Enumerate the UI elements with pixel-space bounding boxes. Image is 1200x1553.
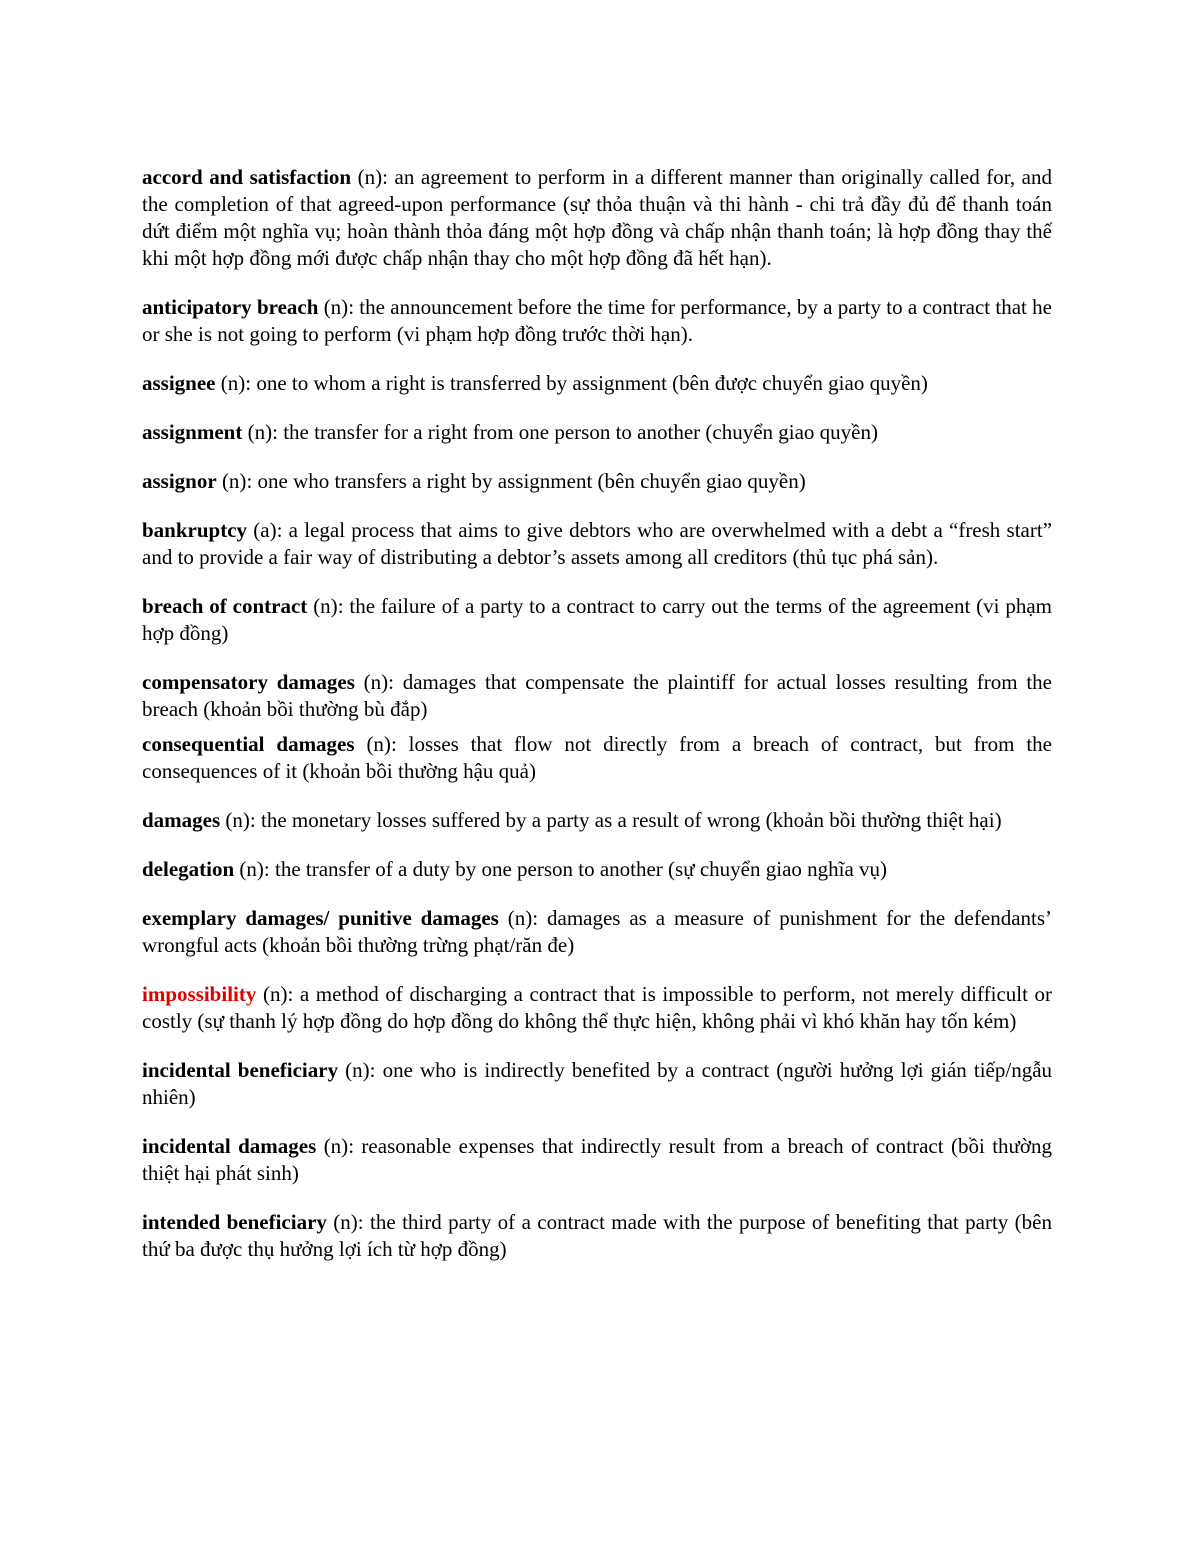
part-of-speech: (n) [357, 165, 383, 189]
glossary-entry-impossibility [142, 981, 1052, 1035]
glossary-entry-bankruptcy [142, 517, 1052, 571]
glossary-entry-assignor [142, 468, 1052, 495]
definition: : the announcement before the time for performance, by a party to a contract that he or she is not going to perform (vi phạm hợp đồng trước thời hạn). [142, 295, 1052, 346]
definition: : the transfer of a duty by one person to another (sự chuyển giao nghĩa vụ) [263, 857, 888, 881]
term: delegation [142, 857, 235, 881]
definition: : damages as a measure of punishment for the defendants’ wrongful acts (khoản bồi thường trừng phạt/răn đe) [142, 906, 1053, 957]
glossary-entry-assignee [142, 370, 1052, 397]
glossary-entry-delegation [142, 856, 1052, 883]
term: assignee [142, 371, 216, 395]
part-of-speech: (a) [253, 518, 277, 542]
definition: : the third party of a contract made with the purpose of benefiting that party (bên thứ ba được thụ hưởng lợi ích từ hợp đồng) [142, 1210, 1052, 1261]
definition: : an agreement to perform in a different manner than originally called for, and the completion of that agreed-upon performance (sự thỏa thuận và thi hành - chi trả đầy đủ để thanh toán dứt điểm một nghĩa vụ; hoàn thành thỏa đáng một hợp đồng và chấp nhận thanh toán; là hợp đồng thay thế khi một hợp đồng mới được chấp nhận thay cho một hợp đồng đã hết hạn). [142, 165, 1052, 270]
definition: : the transfer for a right from one person to another (chuyển giao quyền) [272, 420, 878, 444]
term: consequential damages [142, 732, 355, 756]
part-of-speech: (n) [345, 1058, 370, 1082]
term: intended beneficiary [142, 1210, 327, 1234]
term: exemplary damages/ punitive damages [142, 906, 499, 930]
glossary-entry-intended-beneficiary [142, 1209, 1052, 1263]
term: compensatory damages [142, 670, 355, 694]
glossary-entry-assignment [142, 419, 1052, 446]
part-of-speech: (n) [262, 982, 288, 1006]
definition: : losses that flow not directly from a breach of contract, but from the consequences of it (khoản bồi thường hậu quả) [142, 732, 1052, 783]
part-of-speech: (n) [220, 371, 246, 395]
glossary-entry-compensatory-damages [142, 669, 1052, 723]
glossary-entry-incidental-damages [142, 1133, 1052, 1187]
glossary-entry-incidental-beneficiary [142, 1057, 1052, 1111]
glossary-entry-anticipatory-breach [142, 294, 1052, 348]
definition: : a method of discharging a contract that is impossible to perform, not merely difficult or costly (sự thanh lý hợp đồng do hợp đồng do không thể thực hiện, không phải vì khó khăn hay tốn kém) [142, 982, 1053, 1033]
part-of-speech: (n) [366, 732, 391, 756]
term-highlighted: impossibility [142, 982, 257, 1006]
part-of-speech: (n) [323, 295, 349, 319]
glossary-entry-damages [142, 807, 1052, 834]
term: accord and satisfaction [142, 165, 352, 189]
definition: : a legal process that aims to give debtors who are overwhelmed with a debt a “fresh start” and to provide a fair way of distributing a debtor’s assets among all creditors (thủ tục phá sản). [142, 518, 1053, 569]
glossary-entry-accord-and-satisfaction [142, 164, 1052, 272]
part-of-speech: (n) [247, 420, 273, 444]
part-of-speech: (n) [507, 906, 533, 930]
term: incidental damages [142, 1134, 317, 1158]
part-of-speech: (n) [363, 670, 389, 694]
glossary-page [142, 164, 1052, 1285]
definition: : damages that compensate the plaintiff for actual losses resulting from the breach (khoản bồi thường bù đắp) [142, 670, 1052, 721]
definition: : the monetary losses suffered by a party as a result of wrong (khoản bồi thường thiệt hại) [249, 808, 1002, 832]
glossary-entry-consequential-damages [142, 731, 1052, 785]
part-of-speech: (n) [221, 469, 247, 493]
definition: : one who is indirectly benefited by a contract (người hưởng lợi gián tiếp/ngẫu nhiên) [142, 1058, 1053, 1109]
definition: : reasonable expenses that indirectly result from a breach of contract (bồi thường thiệt hại phát sinh) [142, 1134, 1053, 1185]
definition: : one who transfers a right by assignment (bên chuyển giao quyền) [246, 469, 806, 493]
definition: : the failure of a party to a contract to carry out the terms of the agreement (vi phạm hợp đồng) [142, 594, 1053, 645]
part-of-speech: (n) [239, 857, 264, 881]
definition: : one to whom a right is transferred by assignment (bên được chuyển giao quyền) [245, 371, 928, 395]
term: assignment [142, 420, 243, 444]
term: bankruptcy [142, 518, 248, 542]
part-of-speech: (n) [225, 808, 250, 832]
term: anticipatory breach [142, 295, 319, 319]
term: damages [142, 808, 221, 832]
term: incidental beneficiary [142, 1058, 339, 1082]
term: breach of contract [142, 594, 308, 618]
part-of-speech: (n) [323, 1134, 349, 1158]
part-of-speech: (n) [313, 594, 338, 618]
glossary-entry-exemplary-damages [142, 905, 1052, 959]
term: assignor [142, 469, 217, 493]
glossary-entry-breach-of-contract [142, 593, 1052, 647]
part-of-speech: (n) [333, 1210, 358, 1234]
